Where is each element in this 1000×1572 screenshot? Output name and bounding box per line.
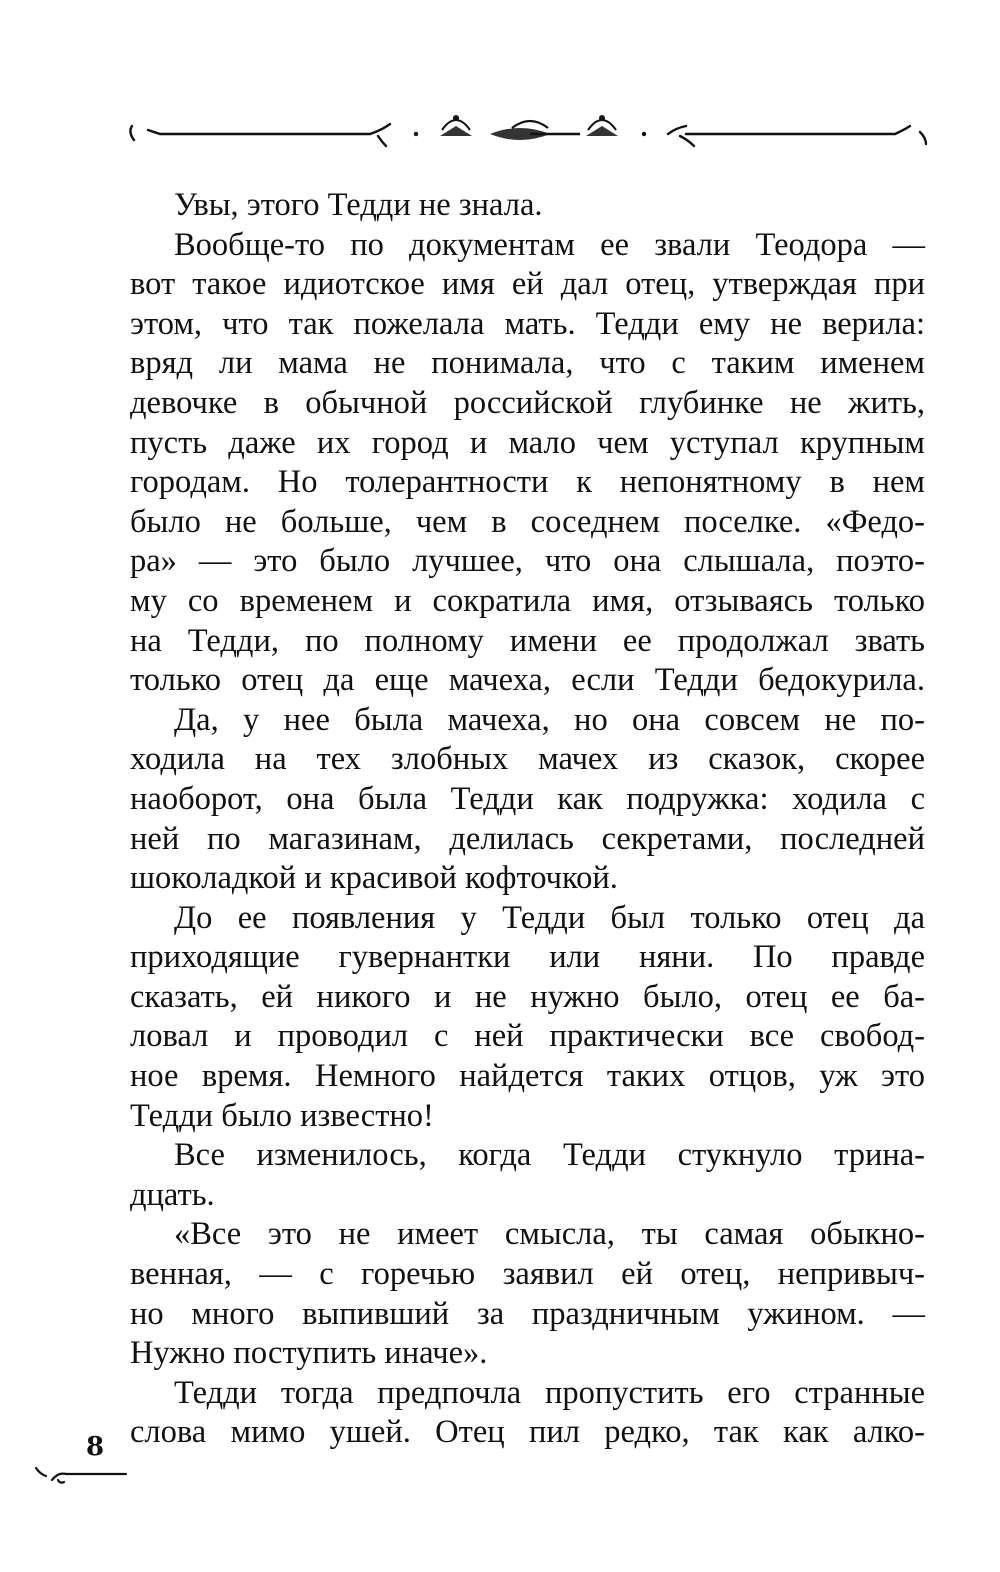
text-line: ловал и проводил с ней практически все свобод-	[130, 1018, 925, 1055]
text-line: слова мимо ушей. Отец пил редко, так как алко-	[130, 1414, 925, 1451]
text-line: До ее появления у Тедди был только отец да	[174, 899, 925, 936]
text-line: шоколадкой и красивой кофточкой.	[130, 860, 618, 897]
text-line: наоборот, она была Тедди как подружка: ходила с	[130, 780, 925, 817]
decorative-divider-top	[120, 100, 940, 160]
text-line: Тедди было известно!	[130, 1097, 434, 1134]
text-line: му со временем и сократила имя, отзываясь только	[130, 582, 925, 619]
text-line: было не больше, чем в соседнем поселке. «Федо-	[130, 503, 925, 540]
page-number: 8	[86, 1432, 105, 1462]
text-line: венная, — с горечью заявил ей отец, непривыч-	[130, 1256, 925, 1293]
text-line: ра» — это было лучшее, что она слышала, поэто-	[130, 543, 925, 580]
text-line: «Все это не имеет смысла, ты самая обыкно-	[174, 1216, 925, 1253]
text-line: ходила на тех злобных мачех из сказок, скорее	[130, 741, 925, 778]
text-line: пусть даже их город и мало чем уступал крупным	[130, 424, 925, 461]
text-line: вряд ли мама не понимала, что с таким именем	[130, 345, 925, 382]
text-line: этом, что так пожелала мать. Тедди ему не верила:	[130, 305, 925, 342]
text-line: девочке в обычной российской глубинке не жить,	[130, 384, 925, 421]
text-line: Да, у нее была мачеха, но она совсем не по-	[174, 701, 925, 738]
text-line: на Тедди, по полному имени ее продолжал звать	[130, 622, 925, 659]
text-line: только отец да еще мачеха, если Тедди бедокурила.	[130, 662, 925, 699]
text-line: ное время. Немного найдется таких отцов, уж это	[130, 1058, 925, 1095]
text-line: Нужно поступить иначе».	[130, 1335, 488, 1372]
text-line: но много выпивший за праздничным ужином. —	[130, 1295, 925, 1332]
text-line: Увы, этого Тедди не знала.	[174, 187, 543, 223]
text-line: приходящие гувернантки или няни. По правде	[130, 939, 925, 976]
text-line: городам. Но толерантности к непонятному в нем	[130, 464, 925, 501]
text-line: Все изменилось, когда Тедди стукнуло трина-	[174, 1137, 925, 1174]
text-line: Тедди тогда предпочла пропустить его странные	[174, 1374, 925, 1411]
decorative-divider-bottom	[32, 1462, 132, 1492]
text-line: Вообще-то по документам ее звали Теодора —	[174, 226, 925, 263]
page-body-text	[130, 186, 925, 1453]
text-line: дцать.	[130, 1176, 215, 1213]
text-line: ней по магазинам, делилась секретами, последней	[130, 820, 925, 857]
text-line: сказать, ей никого и не нужно было, отец ее ба-	[130, 978, 925, 1015]
text-line: вот такое идиотское имя ей дал отец, утверждая при	[130, 266, 925, 303]
